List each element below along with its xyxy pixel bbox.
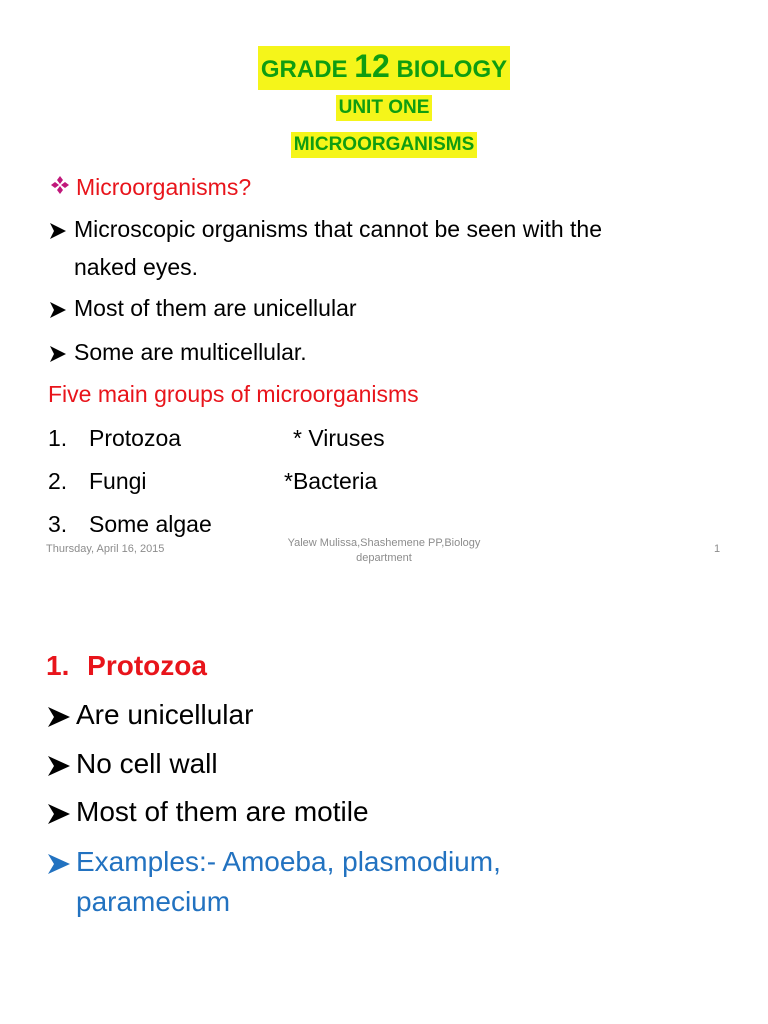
bullet-1-continued xyxy=(74,252,198,282)
arrow-bullet-icon xyxy=(48,337,74,367)
bullet-text: Some are multicellular. xyxy=(74,339,307,365)
footer-author xyxy=(250,536,518,566)
bullet-text: Are unicellular xyxy=(76,699,254,730)
examples-line xyxy=(46,844,501,880)
arrow-bullet-icon xyxy=(46,844,76,880)
group-row-1 xyxy=(48,423,67,453)
diamond-bullet-icon xyxy=(48,172,76,202)
protozoa-bullet-1 xyxy=(46,697,253,733)
arrow-bullet-icon xyxy=(46,746,76,782)
title-prefix: GRADE xyxy=(260,56,348,83)
bullet-text: No cell wall xyxy=(76,748,218,779)
group-number: 3. xyxy=(48,511,68,537)
group-number: 2. xyxy=(48,468,68,494)
subtitle-topic: MICROORGANISMS xyxy=(0,132,768,158)
arrow-bullet-icon xyxy=(46,697,76,733)
title-suffix: BIOLOGY xyxy=(396,56,508,83)
group-row-2 xyxy=(48,466,67,496)
bullet-text: Most of them are unicellular xyxy=(74,295,357,321)
group-left-2: Fungi xyxy=(89,468,147,494)
footer-date: Thursday, April 16, 2015 xyxy=(46,543,165,555)
group-left-1: Protozoa xyxy=(89,425,182,451)
footer-page-number: 1 xyxy=(714,543,721,555)
footer-author-line2: department xyxy=(356,552,412,564)
groups-heading: Five main groups of microorganisms xyxy=(48,381,419,407)
examples-line-continued: paramecium xyxy=(76,886,231,917)
section-number: 1. xyxy=(46,650,70,681)
section-heading xyxy=(46,648,207,684)
protozoa-bullet-2 xyxy=(46,746,218,782)
subtitle-unit: UNIT ONE xyxy=(0,95,768,121)
group-right-2: *Bacteria xyxy=(284,468,378,494)
title-number: 12 xyxy=(354,48,390,84)
bullet-text: Most of them are motile xyxy=(76,796,369,827)
group-left-3: Some algae xyxy=(89,511,212,537)
group-row-3 xyxy=(48,509,67,539)
protozoa-bullet-3 xyxy=(46,794,369,830)
question-line xyxy=(48,172,251,202)
question-text: Microorganisms? xyxy=(76,174,252,200)
group-right-1: * Viruses xyxy=(293,425,385,451)
arrow-bullet-icon xyxy=(48,214,74,244)
bullet-3 xyxy=(48,337,307,367)
arrow-bullet-icon xyxy=(46,794,76,830)
group-number: 1. xyxy=(48,425,68,451)
bullet-text: Microscopic organisms that cannot be seen with the xyxy=(74,216,602,242)
bullet-2 xyxy=(48,293,357,323)
section-title: Protozoa xyxy=(87,650,207,681)
bullet-1 xyxy=(48,214,602,244)
slide-title xyxy=(0,46,768,86)
arrow-bullet-icon xyxy=(48,293,74,323)
bullet-text: naked eyes. xyxy=(74,254,199,280)
examples-text: Examples:- Amoeba, plasmodium, xyxy=(76,846,501,877)
slide-2 xyxy=(0,576,768,1024)
footer-author-line1: Yalew Mulissa,Shashemene PP,Biology xyxy=(287,537,481,549)
